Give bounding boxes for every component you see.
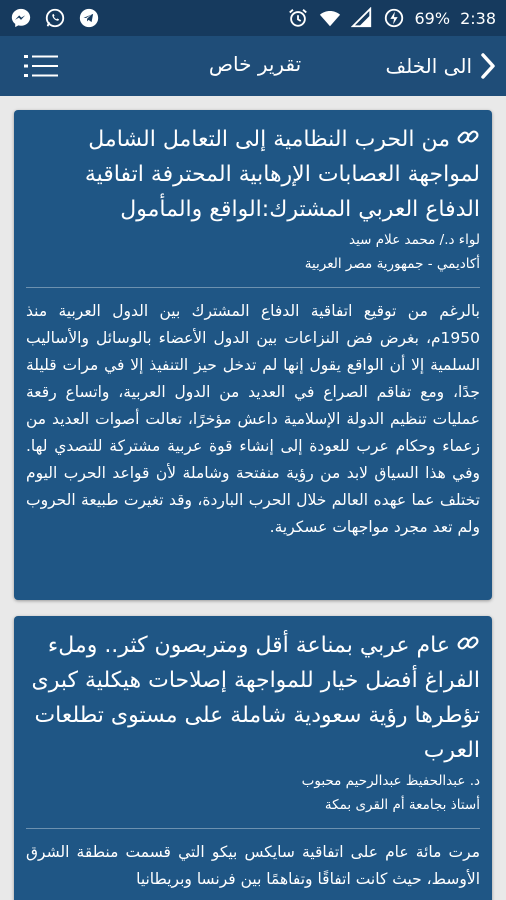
menu-icon[interactable] xyxy=(24,53,58,79)
wifi-icon xyxy=(319,7,341,29)
battery-charging-icon xyxy=(383,7,405,29)
chevron-right-icon xyxy=(480,52,496,80)
article-title-text: عام عربي بمناعة أقل ومتربصون كثر.. وملء الفراغ أفضل خيار للمواجهة إصلاحات هيكلية كبرى تؤطرها رؤية سعودية شاملة على مستوى تطلعات العرب xyxy=(31,633,480,763)
article-card[interactable] xyxy=(14,616,492,900)
back-button[interactable] xyxy=(385,48,496,84)
article-author-role: أكاديمي - جمهورية مصر العربية xyxy=(304,256,480,272)
article-feed[interactable] xyxy=(0,96,506,900)
page-title: تقرير خاص xyxy=(208,52,302,76)
alarm-icon xyxy=(287,7,309,29)
article-card[interactable] xyxy=(14,110,492,600)
messenger-icon xyxy=(10,7,32,29)
article-title-text: من الحرب النظامية إلى التعامل الشامل لمواجهة العصابات الإرهابية المحترفة اتفاقية الدفاع العربي المشترك:الواقع والمأمول xyxy=(84,127,480,222)
signal-icon xyxy=(351,7,373,29)
notification-icons xyxy=(10,7,100,29)
divider xyxy=(26,287,480,288)
system-icons xyxy=(287,7,497,29)
clock: 2:38 xyxy=(460,8,496,28)
whatsapp-icon xyxy=(44,7,66,29)
app-bar xyxy=(0,36,506,96)
article-title[interactable] xyxy=(26,122,480,227)
link-icon xyxy=(456,631,480,655)
article-author-role: أستاذ بجامعة أم القرى بمكة xyxy=(324,797,480,813)
article-title[interactable] xyxy=(26,628,480,768)
back-label: الى الخلف xyxy=(385,54,472,78)
article-excerpt: بالرغم من توقيع اتفاقية الدفاع المشترك بين الدول العربية منذ 1950م، بغرض فض النزاعات بين الدول الأعضاء بالوسائل والأساليب السلمية إلا أن الواقع يقول إنها لم تدخل حيز التنفيذ إلا في مرات قليلة جدًا، ومع تفاقم الصراع في العديد من الدول العربية، واتساع رقعة عمليات تنظيم الدولة الإسلامية داعش مؤخرًا، تعالت أصوات العديد من زعماء وحكام عرب للعودة إلى إنشاء قوة عربية مشتركة للتصدي لها. وفي هذا السياق لابد من رؤية منفتحة وشاملة لأن قواعد الحرب اليوم تختلف عما عهده العالم خلال الحرب الباردة، وقد تغيرت طبيعة الحروب ولم تعد مجرد مواجهات عسكرية. xyxy=(26,302,480,536)
telegram-icon xyxy=(78,7,100,29)
article-author: لواء د./ محمد علام سيد xyxy=(349,232,480,248)
link-icon xyxy=(456,125,480,149)
article-excerpt: مرت مائة عام على اتفاقية سايكس بيكو التي قسمت منطقة الشرق الأوسط، حيث كانت اتفاقًا وتفاهمًا بين فرنسا وبريطانيا xyxy=(26,843,480,888)
article-author: د. عبدالحفيظ عبدالرحيم محبوب xyxy=(301,773,480,789)
divider xyxy=(26,828,480,829)
battery-percent: 69% xyxy=(414,8,451,28)
status-bar xyxy=(0,0,506,36)
